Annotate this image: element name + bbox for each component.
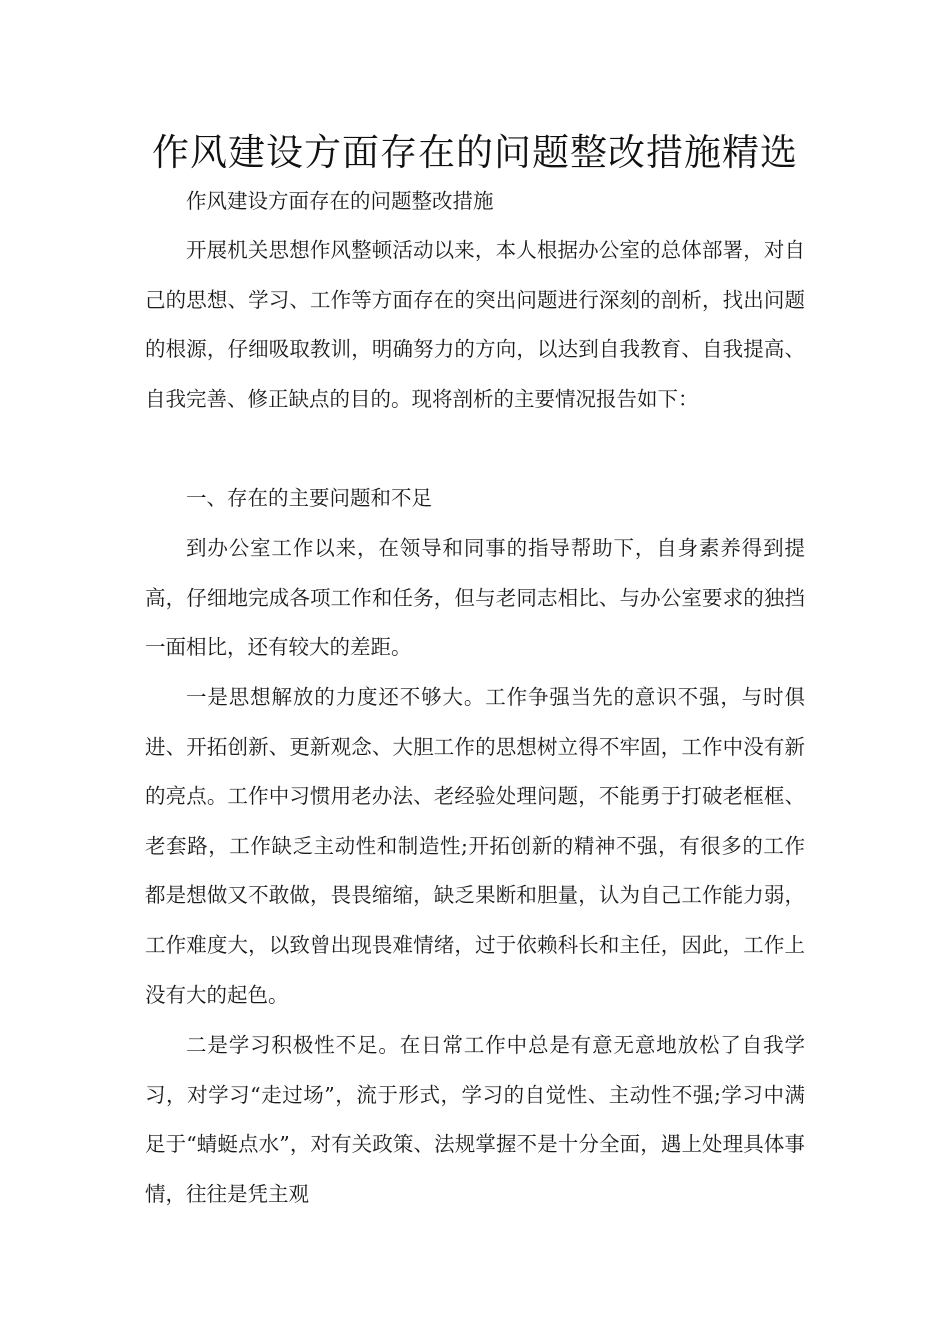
document-title: 作风建设方面存在的问题整改措施精选 (152, 131, 798, 174)
document-subtitle: 作风建设方面存在的问题整改措施 (186, 189, 494, 213)
paragraph-overview: 到办公室工作以来，在领导和同事的指导帮助下，自身素养得到提高，仔细地完成各项工作和任务，但与老同志相比、与办公室要求的独挡一面相比，还有较大的差距。 (145, 536, 805, 660)
paragraph-point-two: 二是学习积极性不足。在日常工作中总是有意无意地放松了自我学习，对学习“走过场”，流于形式，学习的自觉性、主动性不强;学习中满足于“蜻蜓点水”，对有关政策、法规掌握不是十分全面，遇上处理具体事情，往往是凭主观 (145, 1033, 805, 1206)
paragraph-intro: 开展机关思想作风整顿活动以来，本人根据办公室的总体部署，对自己的思想、学习、工作等方面存在的突出问题进行深刻的剖析，找出问题的根源，仔细吸取教训，明确努力的方向，以达到自我教育、自我提高、自我完善、修正缺点的目的。现将剖析的主要情况报告如下： (145, 238, 805, 411)
section-heading-problems: 一、存在的主要问题和不足 (186, 486, 432, 510)
paragraph-point-one: 一是思想解放的力度还不够大。工作争强当先的意识不强，与时俱进、开拓创新、更新观念、大胆工作的思想树立得不牢固，工作中没有新的亮点。工作中习惯用老办法、老经验处理问题，不能勇于打破老框框、老套路，工作缺乏主动性和制造性;开拓创新的精神不强，有很多的工作都是想做又不敢做，畏畏缩缩，缺乏果断和胆量，认为自己工作能力弱，工作难度大，以致曾出现畏难情绪，过于依赖科长和主任，因此，工作上没有大的起色。 (145, 685, 805, 1007)
